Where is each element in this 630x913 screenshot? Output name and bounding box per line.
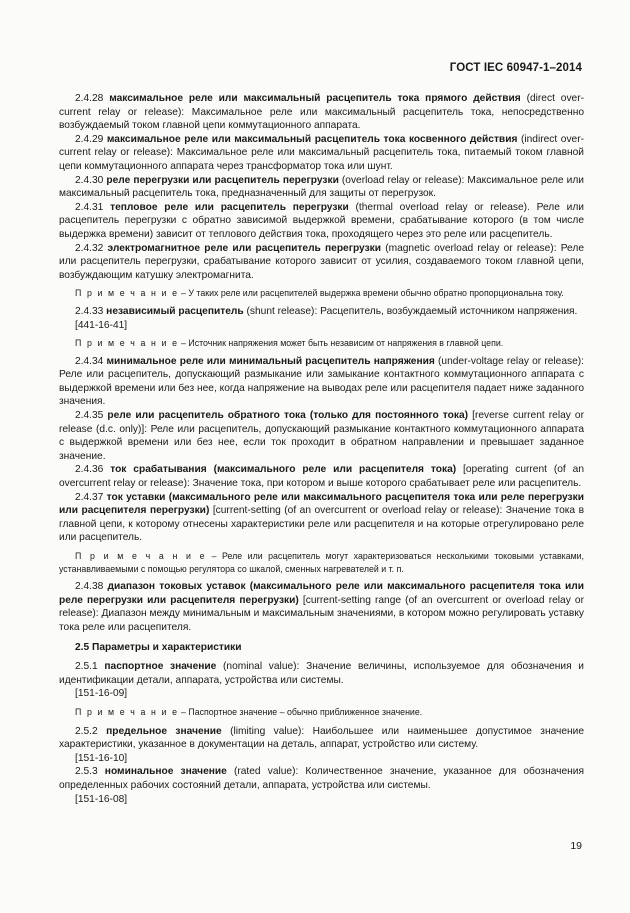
term: диапазон токовых уставок (максимального реле или максимального расцепителя тока или реле перегрузки или расцепителя перегрузки) bbox=[59, 581, 584, 606]
definition-2-5-3 bbox=[59, 765, 584, 792]
note-label: П р и м е ч а н и е bbox=[75, 338, 179, 349]
clause-number: 2.4.36 bbox=[75, 464, 104, 476]
clause-number: 2.5.3 bbox=[75, 766, 98, 778]
note bbox=[59, 550, 584, 575]
definition-2-4-31 bbox=[59, 201, 584, 242]
definition-text: (direct over-current relay or release): Максимальное реле или максимальный расцепитель тока, непосредственно возбуждаемый током главной цепи коммутационного аппарата. bbox=[59, 93, 584, 132]
definition-2-4-36 bbox=[59, 463, 584, 490]
note bbox=[59, 287, 584, 300]
note bbox=[59, 706, 584, 719]
note-text: – Реле или расцепитель могут характеризоваться несколькими токовыми уставками, устанавливаемыми с помощью регулятора со шкалой, сменных нагревателей и т. п. bbox=[59, 551, 584, 574]
clause-number: 2.5.1 bbox=[75, 661, 98, 673]
definition-text: (overload relay or release): Максимальное реле или максимальный расцепитель тока, предназначенный для защиты от перегрузок. bbox=[59, 174, 584, 200]
term: независимый расцепитель bbox=[106, 305, 244, 317]
reference: [151-16-09] bbox=[75, 688, 128, 700]
definition-2-4-28 bbox=[59, 92, 584, 133]
definition-2-4-29 bbox=[59, 133, 584, 174]
section-heading: 2.5 Параметры и характеристики bbox=[75, 641, 242, 653]
standard-header: ГОСТ IEC 60947-1–2014 bbox=[449, 62, 582, 74]
term: реле перегрузки или расцепитель перегрузки bbox=[106, 174, 339, 186]
clause-number: 2.4.32 bbox=[75, 242, 104, 254]
definition-2-4-35 bbox=[59, 409, 584, 463]
clause-number: 2.4.34 bbox=[75, 355, 104, 367]
clause-number: 2.5.2 bbox=[75, 725, 98, 737]
page-number: 19 bbox=[570, 840, 582, 852]
clause-number: 2.4.38 bbox=[75, 581, 104, 593]
definition-text: (limiting value): Наибольшее или наименьшее допустимое значение характеристики, указанное в документации на деталь, аппарат, устройство или систему. bbox=[59, 725, 584, 751]
definition-2-5-1 bbox=[59, 660, 584, 687]
definition-text: [reverse current relay or release (d.c. only)]: Реле или расцепитель, допускающий размыкание контактного коммутационного аппарата с выдержкой времени или без нее, если ток проходит в обратном направлении и превышает заданное значение. bbox=[59, 410, 584, 462]
definition-text: (indirect over-current relay or release): Максимальное реле или максимальный расцепитель тока, питаемый током главной цепи коммутационного аппарата через трансформатор тока или шунт. bbox=[59, 133, 584, 172]
note-label: П р и м е ч а н и е bbox=[75, 551, 207, 561]
term: предельное значение bbox=[106, 725, 222, 737]
definition-text: (magnetic overload relay or release): Реле или расцепитель перегрузки, срабатывание которого зависит от усилия, создаваемого током главной цепи, возбуждающим катушку электромагнита. bbox=[59, 242, 584, 281]
term: тепловое реле или расцепитель перегрузки bbox=[110, 201, 349, 213]
definition-text: [operating current (of an overcurrent relay or release): Значение тока, при котором и выше которого срабатывает реле или расцепитель. bbox=[59, 464, 584, 490]
note-text: – Паспортное значение – обычно приближенное значение. bbox=[178, 706, 423, 717]
clause-number: 2.4.33 bbox=[75, 305, 104, 317]
clause-number: 2.4.37 bbox=[75, 491, 104, 503]
note-label: П р и м е ч а н и е bbox=[75, 706, 179, 717]
definition-2-4-34 bbox=[59, 355, 584, 409]
clause-number: 2.4.35 bbox=[75, 410, 104, 422]
reference: [441-16-41] bbox=[75, 319, 128, 331]
definition-text: (shunt release): Расцепитель, возбуждаемый источником напряжения. bbox=[243, 305, 578, 317]
term: ток уставки (максимального реле или максимального расцепителя тока или реле перегрузки или расцепителя перегрузки) bbox=[59, 491, 584, 517]
definition-2-5-2 bbox=[59, 725, 584, 752]
term: номинальное значение bbox=[104, 766, 227, 778]
note-text: – У таких реле или расцепителей выдержка времени обычно обратно пропорциональна току. bbox=[178, 288, 564, 299]
reference: [151-16-08] bbox=[75, 793, 128, 805]
term: электромагнитное реле или расцепитель перегрузки bbox=[107, 242, 381, 254]
note-text: – Источник напряжения может быть независим от напряжения в главной цепи. bbox=[178, 338, 504, 349]
definition-2-4-30 bbox=[59, 174, 584, 201]
definition-text: [current-setting (of an overcurrent or overload relay or release): Значение тока в главной цепи, к которому отнесены характеристики реле или расцепителя и на которые отрегулировано реле или расцепитель. bbox=[59, 505, 584, 544]
definition-2-4-32 bbox=[59, 242, 584, 283]
definition-text: (nominal value): Значение величины, используемое для обозначения и идентификации детали, аппарата, устройства или системы. bbox=[59, 661, 584, 686]
clause-number: 2.4.29 bbox=[75, 133, 104, 145]
term: паспортное значение bbox=[104, 661, 217, 673]
document-body bbox=[59, 92, 584, 806]
definition-2-4-33 bbox=[59, 305, 584, 319]
definition-text: (thermal overload relay or release). Реле или расцепитель перегрузки с обратно зависимой выдержкой времени, срабатывание которого (в том числе выдержка времени) зависит от теплового действия тока, проходящего через это реле или расцепитель. bbox=[59, 201, 584, 240]
clause-number: 2.4.30 bbox=[75, 174, 104, 186]
reference: [151-16-10] bbox=[75, 752, 128, 764]
definition-text: (rated value): Количественное значение, указанное для обозначения определенных рабочих состояний детали, аппарата, устройства или системы. bbox=[59, 766, 584, 791]
clause-number: 2.4.31 bbox=[75, 201, 104, 213]
definition-2-4-37 bbox=[59, 491, 584, 545]
term: минимальное реле или минимальный расцепитель напряжения bbox=[106, 355, 435, 367]
term: реле или расцепитель обратного тока (только для постоянного тока) bbox=[107, 410, 469, 422]
term: максимальное реле или максимальный расцепитель тока косвенного действия bbox=[106, 133, 518, 145]
definition-2-4-38 bbox=[59, 580, 584, 634]
term: ток срабатывания (максимального реле или расцепителя тока) bbox=[110, 464, 457, 476]
note-label: П р и м е ч а н и е bbox=[75, 288, 179, 299]
note bbox=[59, 337, 584, 350]
definition-text: (under-voltage relay or release): Реле или расцепитель, допускающий размыкание или замыкание контактного коммутационного аппарата с выдержкой времени или без нее, когда напряжение на выводах реле или расцепителя падает ниже заданного значения. bbox=[59, 355, 584, 408]
clause-number: 2.4.28 bbox=[75, 93, 104, 104]
term: максимальное реле или максимальный расцепитель тока прямого действия bbox=[109, 93, 521, 104]
definition-text: [current-setting range (of an overcurrent or overload relay or release): Диапазон между минимальным и максимальным значениями, в котором можно регулировать уставку тока реле или расцепителя. bbox=[59, 594, 584, 633]
